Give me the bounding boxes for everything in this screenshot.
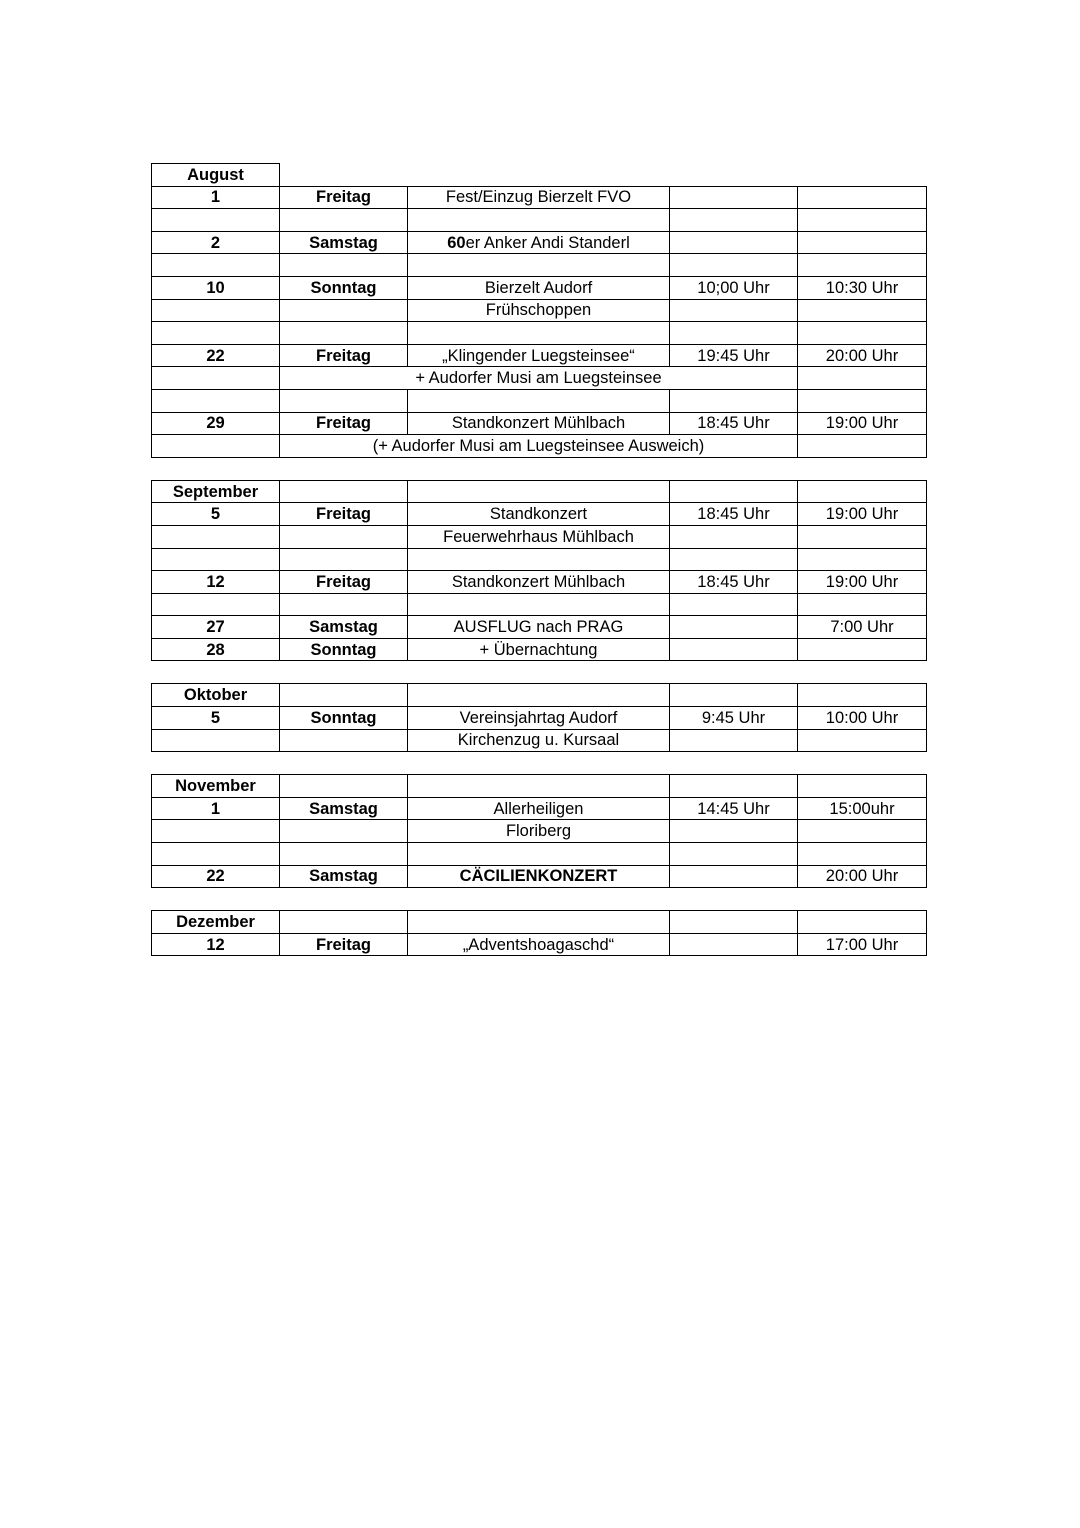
day-cell: 22 (152, 865, 280, 888)
weekday-cell: Samstag (280, 231, 408, 254)
month-header-row (152, 164, 927, 187)
table-row (152, 503, 927, 526)
start-time-cell: 9:45 Uhr (670, 707, 798, 730)
event-cell (408, 299, 670, 322)
event-text: Fest/Einzug Bierzelt FVO (445, 188, 632, 207)
day-cell: 12 (152, 571, 280, 594)
end-time-cell (798, 209, 927, 232)
day-cell (152, 593, 280, 616)
month-block-september (151, 480, 926, 662)
schedule-page (151, 163, 926, 978)
empty-cell (408, 911, 670, 934)
end-time-cell (798, 820, 927, 843)
end-time-cell (798, 525, 927, 548)
month-header-row (152, 911, 927, 934)
end-time-cell: 15:00uhr (798, 797, 927, 820)
event-cell (408, 389, 670, 412)
start-time-cell (670, 254, 798, 277)
empty-cell (408, 775, 670, 798)
event-text: Floriberg (505, 822, 572, 841)
event-cell (408, 820, 670, 843)
start-time-cell: 18:45 Uhr (670, 412, 798, 435)
end-time-cell: 19:00 Uhr (798, 503, 927, 526)
empty-cell (798, 480, 927, 503)
event-text: Standkonzert Mühlbach (451, 572, 626, 591)
table-row (152, 435, 927, 458)
table-row (152, 231, 927, 254)
weekday-cell: Freitag (280, 186, 408, 209)
month-header-row (152, 480, 927, 503)
schedule-table (151, 774, 927, 888)
schedule-table (151, 163, 927, 458)
event-cell (408, 729, 670, 752)
weekday-cell (280, 525, 408, 548)
event-text: er Anker Andi Standerl (465, 233, 630, 252)
day-cell: 2 (152, 231, 280, 254)
table-row (152, 209, 927, 232)
start-time-cell (670, 616, 798, 639)
merged-note-cell: + Audorfer Musi am Luegsteinsee (280, 367, 798, 390)
event-cell (408, 525, 670, 548)
weekday-cell: Samstag (280, 616, 408, 639)
month-block-oktober (151, 683, 926, 752)
merged-note-cell: (+ Audorfer Musi am Luegsteinsee Ausweich) (280, 435, 798, 458)
start-time-cell: 14:45 Uhr (670, 797, 798, 820)
table-row (152, 593, 927, 616)
table-row (152, 389, 927, 412)
empty-cell (670, 480, 798, 503)
event-cell (408, 503, 670, 526)
empty-cell (798, 911, 927, 934)
weekday-cell: Sonntag (280, 276, 408, 299)
event-text: + Übernachtung (479, 640, 598, 659)
end-time-cell (798, 843, 927, 866)
event-cell (408, 186, 670, 209)
day-cell: 5 (152, 707, 280, 730)
event-cell (408, 616, 670, 639)
weekday-cell (280, 209, 408, 232)
end-time-cell (798, 389, 927, 412)
event-text: Bierzelt Audorf (484, 278, 593, 297)
event-bold-prefix: 60 (447, 233, 466, 252)
month-header-row (152, 775, 927, 798)
event-text: Frühschoppen (485, 301, 592, 320)
end-time-cell (798, 729, 927, 752)
event-text: Kirchenzug u. Kursaal (457, 731, 620, 750)
end-time-cell (798, 299, 927, 322)
month-block-august (151, 163, 926, 458)
start-time-cell (670, 638, 798, 661)
empty-cell (798, 775, 927, 798)
weekday-cell: Freitag (280, 571, 408, 594)
table-row (152, 548, 927, 571)
end-time-cell: 19:00 Uhr (798, 412, 927, 435)
end-time-cell (798, 638, 927, 661)
start-time-cell (670, 186, 798, 209)
table-row (152, 571, 927, 594)
table-row (152, 729, 927, 752)
event-text: Allerheiligen (493, 799, 584, 818)
empty-cell (408, 480, 670, 503)
weekday-cell (280, 843, 408, 866)
weekday-cell: Freitag (280, 503, 408, 526)
empty-cell (280, 775, 408, 798)
event-cell (408, 843, 670, 866)
weekday-cell (280, 299, 408, 322)
table-row (152, 254, 927, 277)
month-name: November (152, 775, 280, 798)
event-cell (408, 254, 670, 277)
table-row (152, 797, 927, 820)
weekday-cell: Samstag (280, 797, 408, 820)
start-time-cell (670, 231, 798, 254)
end-time-cell (798, 322, 927, 345)
day-cell: 12 (152, 933, 280, 956)
table-row (152, 276, 927, 299)
event-cell (408, 593, 670, 616)
table-row (152, 843, 927, 866)
weekday-cell: Sonntag (280, 707, 408, 730)
day-cell (152, 254, 280, 277)
weekday-cell: Freitag (280, 933, 408, 956)
end-time-cell: 10:30 Uhr (798, 276, 927, 299)
weekday-cell (280, 729, 408, 752)
table-row (152, 616, 927, 639)
weekday-cell (280, 389, 408, 412)
event-cell (408, 276, 670, 299)
event-cell (408, 933, 670, 956)
event-cell (408, 231, 670, 254)
month-name: September (152, 480, 280, 503)
weekday-cell: Samstag (280, 865, 408, 888)
start-time-cell (670, 322, 798, 345)
table-row (152, 367, 927, 390)
event-cell (408, 571, 670, 594)
empty-cell (280, 911, 408, 934)
day-cell (152, 389, 280, 412)
table-row (152, 344, 927, 367)
start-time-cell (670, 389, 798, 412)
schedule-table (151, 480, 927, 662)
end-time-cell (798, 435, 927, 458)
end-time-cell: 20:00 Uhr (798, 344, 927, 367)
weekday-cell (280, 593, 408, 616)
day-cell (152, 843, 280, 866)
day-cell (152, 729, 280, 752)
event-text: AUSFLUG nach PRAG (453, 618, 624, 637)
empty-cell (798, 684, 927, 707)
weekday-cell (280, 820, 408, 843)
month-block-november (151, 774, 926, 888)
table-row (152, 933, 927, 956)
day-cell (152, 548, 280, 571)
start-time-cell (670, 525, 798, 548)
event-text: Feuerwehrhaus Mühlbach (443, 527, 634, 546)
day-cell (152, 525, 280, 548)
table-row (152, 820, 927, 843)
day-cell: 1 (152, 797, 280, 820)
weekday-cell: Freitag (280, 344, 408, 367)
day-cell: 28 (152, 638, 280, 661)
start-time-cell: 18:45 Uhr (670, 503, 798, 526)
event-text: Standkonzert (489, 505, 588, 524)
event-text: „Adventshoagaschd“ (462, 935, 615, 954)
event-cell (408, 209, 670, 232)
table-row (152, 638, 927, 661)
month-header-row (152, 684, 927, 707)
table-row (152, 865, 927, 888)
start-time-cell (670, 933, 798, 956)
event-text: Vereinsjahrtag Audorf (459, 708, 618, 727)
empty-cell (280, 480, 408, 503)
start-time-cell (670, 843, 798, 866)
table-row (152, 186, 927, 209)
empty-cell (408, 684, 670, 707)
empty-cell (670, 684, 798, 707)
event-text: Standkonzert Mühlbach (451, 414, 626, 433)
weekday-cell (280, 254, 408, 277)
event-cell (408, 322, 670, 345)
month-name: Dezember (152, 911, 280, 934)
start-time-cell (670, 865, 798, 888)
start-time-cell (670, 299, 798, 322)
end-time-cell (798, 186, 927, 209)
month-name: Oktober (152, 684, 280, 707)
weekday-cell (280, 548, 408, 571)
empty-header-space (280, 164, 927, 187)
month-block-dezember (151, 910, 926, 956)
end-time-cell: 7:00 Uhr (798, 616, 927, 639)
start-time-cell: 18:45 Uhr (670, 571, 798, 594)
day-cell: 22 (152, 344, 280, 367)
weekday-cell: Freitag (280, 412, 408, 435)
start-time-cell (670, 209, 798, 232)
day-cell: 5 (152, 503, 280, 526)
day-cell: 27 (152, 616, 280, 639)
schedule-table (151, 910, 927, 956)
empty-cell (670, 911, 798, 934)
end-time-cell (798, 254, 927, 277)
start-time-cell: 10;00 Uhr (670, 276, 798, 299)
day-cell (152, 209, 280, 232)
day-cell: 29 (152, 412, 280, 435)
weekday-cell: Sonntag (280, 638, 408, 661)
event-cell (408, 797, 670, 820)
start-time-cell (670, 548, 798, 571)
day-cell: 1 (152, 186, 280, 209)
event-cell (408, 638, 670, 661)
table-row (152, 299, 927, 322)
end-time-cell (798, 367, 927, 390)
end-time-cell (798, 231, 927, 254)
day-cell (152, 322, 280, 345)
end-time-cell: 17:00 Uhr (798, 933, 927, 956)
schedule-table (151, 683, 927, 752)
start-time-cell (670, 820, 798, 843)
table-row (152, 412, 927, 435)
event-cell (408, 412, 670, 435)
day-cell (152, 367, 280, 390)
day-cell (152, 435, 280, 458)
table-row (152, 525, 927, 548)
end-time-cell (798, 548, 927, 571)
day-cell: 10 (152, 276, 280, 299)
empty-cell (280, 684, 408, 707)
event-cell (408, 548, 670, 571)
event-text: CÄCILIENKONZERT (459, 867, 618, 886)
start-time-cell (670, 729, 798, 752)
weekday-cell (280, 322, 408, 345)
start-time-cell: 19:45 Uhr (670, 344, 798, 367)
event-cell (408, 865, 670, 888)
event-cell (408, 344, 670, 367)
end-time-cell: 20:00 Uhr (798, 865, 927, 888)
day-cell (152, 299, 280, 322)
end-time-cell: 19:00 Uhr (798, 571, 927, 594)
event-text: „Klingender Luegsteinsee“ (442, 346, 635, 365)
table-row (152, 322, 927, 345)
end-time-cell (798, 593, 927, 616)
table-row (152, 707, 927, 730)
month-name: August (152, 164, 280, 187)
start-time-cell (670, 593, 798, 616)
event-cell (408, 707, 670, 730)
end-time-cell: 10:00 Uhr (798, 707, 927, 730)
day-cell (152, 820, 280, 843)
empty-cell (670, 775, 798, 798)
